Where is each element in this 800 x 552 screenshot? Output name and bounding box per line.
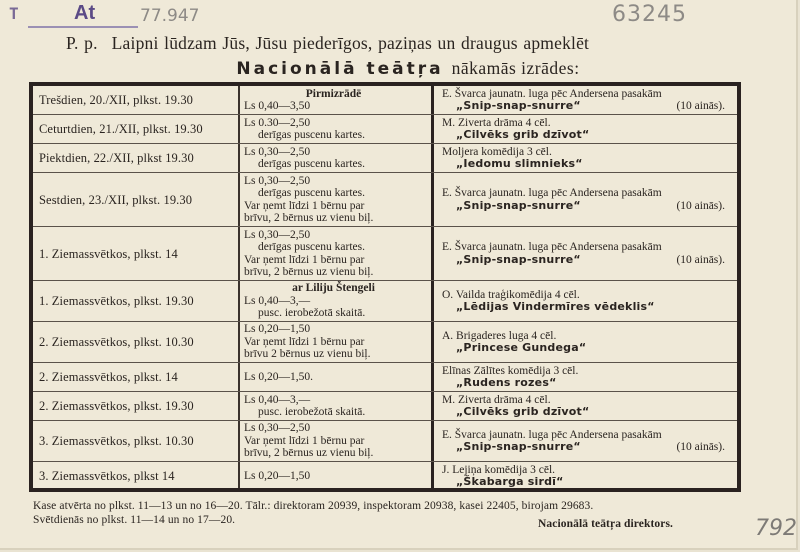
play-title-line bbox=[442, 441, 737, 454]
author-genre: O. Vailda traģikomēdija 4 cēl. bbox=[442, 288, 580, 301]
price-line: brīvu 2 bērnus uz vienu biļ. bbox=[244, 348, 371, 361]
performance-date bbox=[33, 421, 240, 461]
performance-date bbox=[33, 392, 240, 420]
stamp-mark: T bbox=[9, 4, 19, 23]
stamp-underline bbox=[28, 26, 138, 28]
schedule-table bbox=[29, 82, 741, 492]
price-line: Ls 0,40—3,— bbox=[244, 294, 311, 307]
invitation-text: Laipni lūdzam Jūs, Jūsu piederīgos, paziņas un draugus apmeklēt bbox=[111, 33, 590, 53]
play-title: „Snip-snap-snurre“ bbox=[456, 252, 581, 266]
price-line: Ls 0,30—2,50 bbox=[244, 228, 311, 241]
date-text: Piektdien, 22./XII, plkst 19.30 bbox=[39, 151, 194, 165]
price-line: Var ņemt līdzi 1 bērnu par bbox=[244, 253, 365, 266]
signature: Nacionālā teātŗa direktors. bbox=[538, 518, 674, 530]
price-line: Var ņemt līdzi 1 bērnu par bbox=[244, 199, 365, 212]
play-info bbox=[434, 363, 737, 391]
author-genre: Elīnas Zālītes komēdija 3 cēl. bbox=[442, 364, 579, 377]
ticket-prices bbox=[240, 86, 434, 114]
performance-date bbox=[33, 86, 240, 114]
price-line: derīgas puscenu kartes. bbox=[258, 158, 365, 170]
play-title: „Snip-snap-snurre“ bbox=[456, 198, 581, 212]
author-genre: E. Švarca jaunatn. luga pēc Andersena pasakām bbox=[442, 187, 662, 199]
box-office-hours: Kase atvērta no plkst. 11—13 un no 16—20. Tālr.: direktoram 20939, inspektoram 20938, kasei 22405, birojam 29683. bbox=[33, 500, 594, 512]
play-info bbox=[434, 173, 737, 226]
play-title: „Snip-snap-snurre“ bbox=[456, 440, 581, 453]
performance-date bbox=[33, 227, 240, 280]
play-title: „Princese Gundega“ bbox=[456, 341, 587, 354]
play-title-line bbox=[442, 342, 737, 355]
ticket-prices bbox=[240, 144, 434, 172]
page-title bbox=[0, 57, 800, 80]
date-text: Sestdien, 23./XII, plkst. 19.30 bbox=[39, 192, 193, 207]
schedule-row bbox=[33, 462, 737, 491]
ticket-prices bbox=[240, 115, 434, 143]
play-title: „Rudens rozes“ bbox=[456, 376, 557, 389]
play-title-line bbox=[442, 158, 737, 171]
theatre-name: Nacionālā teātŗa bbox=[236, 59, 444, 79]
schedule-row bbox=[33, 322, 737, 363]
play-info bbox=[434, 421, 737, 461]
play-title: „Lēdijas Vindermīres vēdeklis“ bbox=[456, 300, 655, 313]
price-line: Ls 0,20—1,50 bbox=[244, 323, 311, 336]
date-text: 3. Ziemassvētkos, plkst. 10.30 bbox=[39, 434, 194, 448]
play-info bbox=[434, 144, 737, 172]
schedule-row bbox=[33, 86, 737, 115]
date-text: 2. Ziemassvētkos, plkst. 10.30 bbox=[39, 335, 194, 349]
performance-date bbox=[33, 173, 240, 226]
guest-star-line: ar Liliju Štengeli bbox=[292, 282, 375, 295]
scene-count: (10 ainās). bbox=[676, 441, 725, 453]
performance-date bbox=[33, 281, 240, 321]
heading-rest: nākamās izrādes: bbox=[451, 58, 580, 78]
date-text: 2. Ziemassvētkos, plkst. 19.30 bbox=[39, 399, 194, 413]
price-line: pusc. ierobežotā skaitā. bbox=[258, 406, 366, 418]
ticket-prices bbox=[240, 363, 434, 391]
play-title-line bbox=[442, 406, 737, 419]
price-line: brīvu, 2 bērnus uz vienu biļ. bbox=[244, 447, 374, 460]
date-text: 2. Ziemassvētkos, plkst. 14 bbox=[39, 370, 178, 384]
price-line: derīgas puscenu kartes. bbox=[258, 241, 365, 253]
schedule-row bbox=[33, 363, 737, 392]
ticket-prices bbox=[240, 173, 434, 226]
invitation-line bbox=[66, 33, 766, 53]
ticket-prices bbox=[240, 322, 434, 362]
pencil-inventory-number: 63245 bbox=[612, 2, 687, 27]
schedule-row bbox=[33, 227, 737, 281]
author-genre: E. Švarca jaunatn. luga pēc Andersena pasakām bbox=[442, 428, 662, 441]
schedule-row bbox=[33, 144, 737, 173]
price-line: Ls 0,30—2,50 bbox=[244, 422, 311, 435]
play-title: „Škabarga sirdī“ bbox=[456, 475, 564, 488]
performance-date bbox=[33, 363, 240, 391]
schedule-row bbox=[33, 421, 737, 462]
performance-date bbox=[33, 462, 240, 490]
price-line: Var ņemt līdzi 1 bērnu par bbox=[244, 335, 365, 348]
play-title-line bbox=[442, 377, 737, 390]
price-line: Ls 0,40—3,— bbox=[244, 393, 311, 406]
play-title-line bbox=[442, 476, 737, 489]
price-line: Ls 0,20—1,50. bbox=[244, 370, 313, 383]
play-info bbox=[434, 462, 737, 490]
schedule-row bbox=[33, 281, 737, 322]
play-info bbox=[434, 115, 737, 143]
schedule-row bbox=[33, 115, 737, 144]
price-line: Ls 0,30—2,50 bbox=[244, 174, 311, 187]
ticket-prices bbox=[240, 392, 434, 420]
play-info bbox=[434, 281, 737, 321]
price-line: Var ņemt līdzi 1 bērnu par bbox=[244, 434, 365, 447]
price-line: pusc. ierobežotā skaitā. bbox=[258, 307, 366, 320]
ticket-prices bbox=[240, 462, 434, 490]
play-info bbox=[434, 392, 737, 420]
price-line: Ls 0,20—1,50 bbox=[244, 469, 311, 482]
play-title-line bbox=[442, 301, 737, 314]
schedule-row bbox=[33, 173, 737, 227]
ticket-prices bbox=[240, 421, 434, 461]
author-genre: Moljera komēdija 3 cēl. bbox=[442, 145, 552, 158]
price-line: Ls 0.30—2,50 bbox=[244, 116, 311, 129]
author-genre: A. Brigaderes luga 4 cēl. bbox=[442, 329, 557, 342]
author-genre: M. Ziverta drāma 4 cēl. bbox=[442, 116, 551, 129]
pencil-note-left: 77.947 bbox=[140, 6, 200, 26]
scene-count: (10 ainās). bbox=[676, 199, 725, 212]
performance-date bbox=[33, 144, 240, 172]
price-line: brīvu, 2 bērnus uz vienu biļ. bbox=[244, 212, 374, 224]
date-text: Trešdien, 20./XII, plkst. 19.30 bbox=[39, 93, 194, 107]
sunday-hours: Svētdienās no plkst. 11—14 un no 17—20. bbox=[33, 514, 236, 526]
play-info bbox=[434, 322, 737, 362]
play-title-line bbox=[442, 129, 737, 142]
ticket-prices bbox=[240, 227, 434, 280]
play-title-line bbox=[442, 254, 737, 267]
date-text: 1. Ziemassvētkos, plkst. 19.30 bbox=[39, 294, 194, 308]
salutation: P. p. bbox=[66, 33, 98, 53]
ticket-prices bbox=[240, 281, 434, 321]
play-title: „Snip-snap-snurre“ bbox=[456, 99, 581, 112]
date-text: Ceturtdien, 21./XII, plkst. 19.30 bbox=[39, 122, 203, 136]
play-title-line bbox=[442, 100, 737, 113]
price-line: derīgas puscenu kartes. bbox=[258, 129, 365, 141]
date-text: 3. Ziemassvētkos, plkst 14 bbox=[39, 469, 175, 483]
author-genre: J. Lejiņa komēdija 3 cēl. bbox=[442, 463, 556, 476]
play-title: „Iedomu slimnieks“ bbox=[456, 157, 583, 170]
date-text: 1. Ziemassvētkos, plkst. 14 bbox=[39, 246, 178, 261]
performance-date bbox=[33, 115, 240, 143]
price-line: brīvu, 2 bērnus uz vienu biļ. bbox=[244, 266, 374, 278]
schedule-row bbox=[33, 392, 737, 421]
price-line: derīgas puscenu kartes. bbox=[258, 187, 365, 199]
author-genre: E. Švarca jaunatn. luga pēc Andersena pasakām bbox=[442, 87, 662, 100]
play-info bbox=[434, 227, 737, 280]
price-line: Ls 0,40—3,50 bbox=[244, 100, 311, 112]
play-title-line bbox=[442, 200, 737, 213]
price-line: Ls 0,30—2,50 bbox=[244, 145, 311, 158]
author-genre: E. Švarca jaunatn. luga pēc Andersena pasakām bbox=[442, 241, 662, 253]
premiere-label: Pirmizrādē bbox=[305, 87, 362, 100]
play-title: „Cilvēks grib dzīvot“ bbox=[456, 128, 590, 141]
scene-count: (10 ainās). bbox=[676, 253, 725, 266]
scene-count: (10 ainās). bbox=[676, 100, 725, 112]
pencil-number-bottom: 792 bbox=[755, 516, 797, 541]
author-genre: M. Ziverta drāma 4 cēl. bbox=[442, 393, 551, 406]
play-title: „Cilvēks grib dzīvot“ bbox=[456, 405, 590, 418]
play-info bbox=[434, 86, 737, 114]
violet-stamp: At bbox=[74, 2, 96, 24]
performance-date bbox=[33, 322, 240, 362]
